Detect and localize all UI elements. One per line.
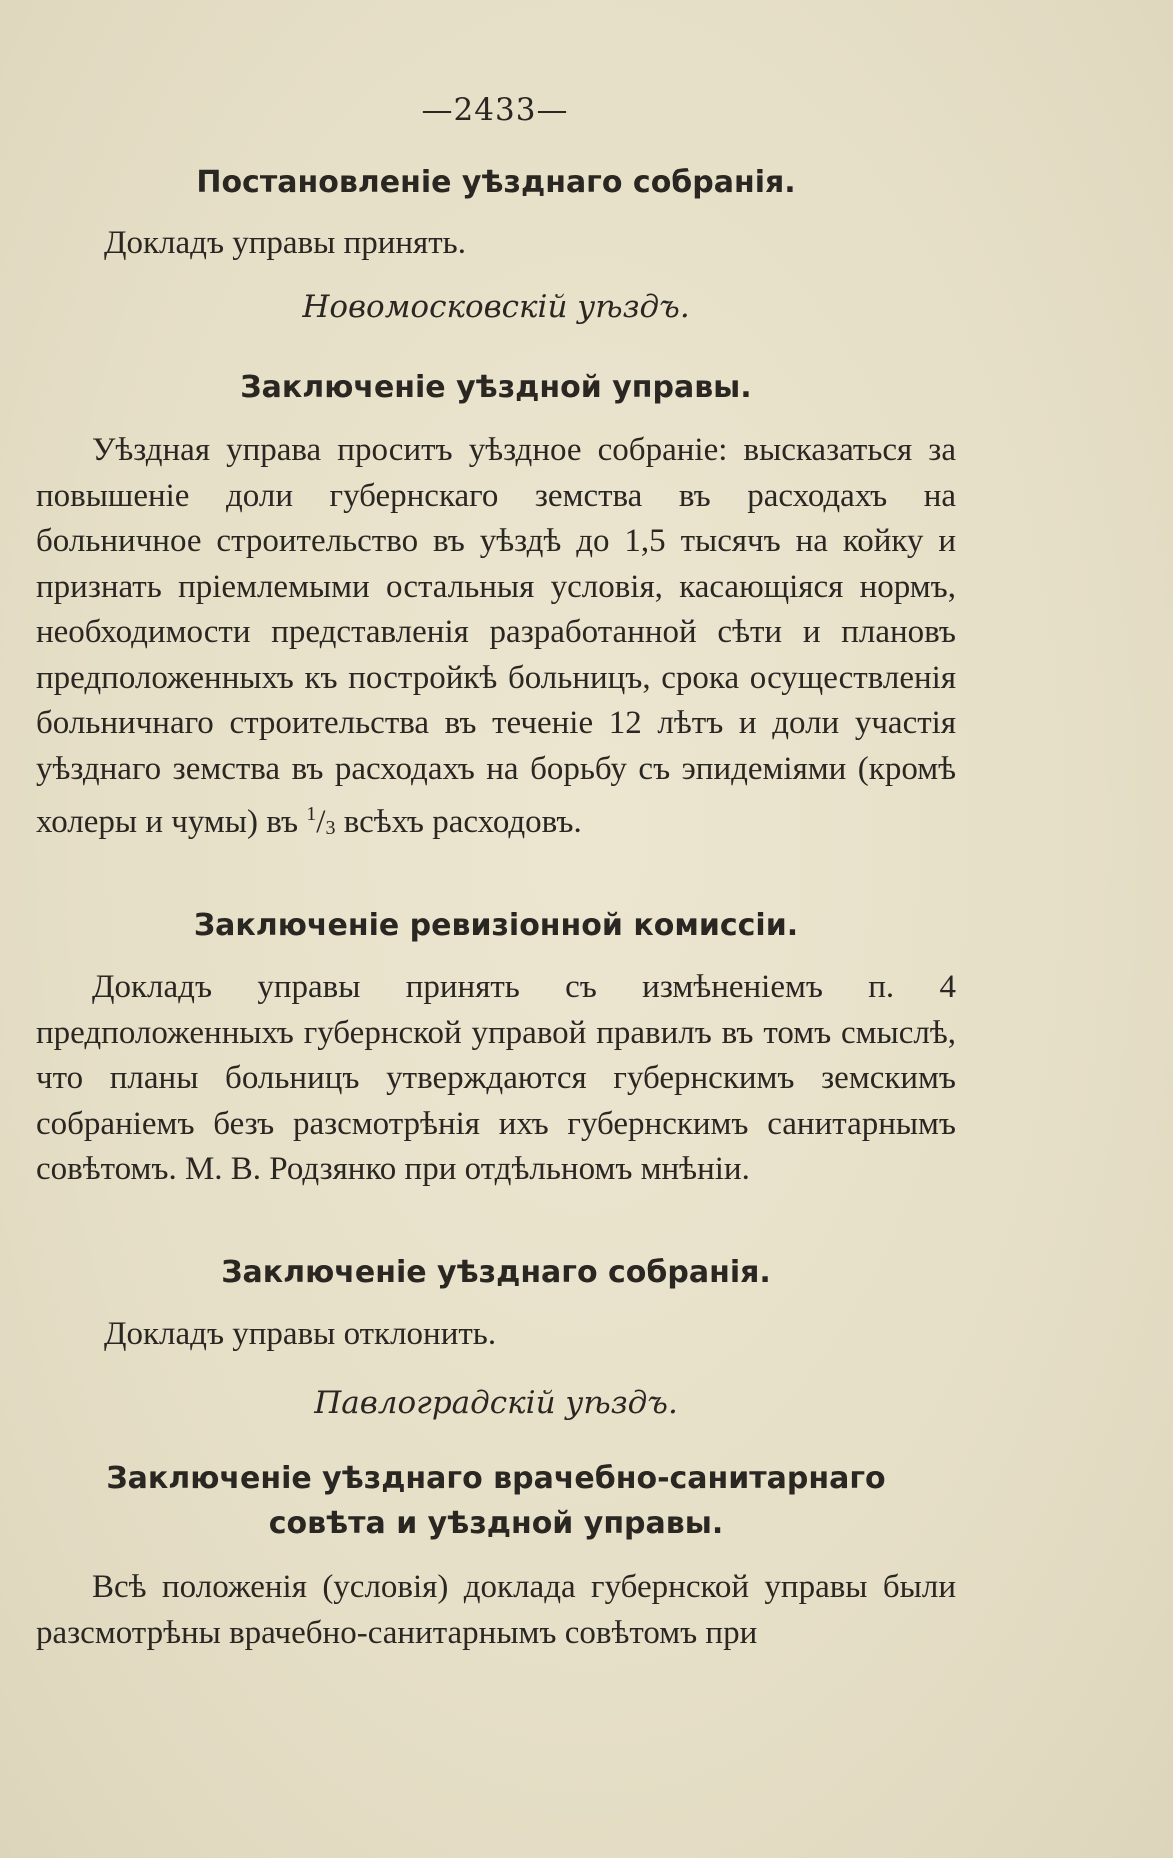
paragraph: Докладъ управы принять съ измѣненіемъ п. 4 предположенныхъ губернской управой правилъ въ томъ смыслѣ, что планы больницъ утверждаются губернскимъ земскимъ собраніемъ безъ разсмотрѣнія ихъ губернскимъ санитарнымъ совѣтомъ. М. В. Родзянко при отдѣльномъ мнѣніи. [36, 969, 956, 1187]
section-assembly-conclusion [36, 1250, 956, 1295]
section-audit-commission [36, 903, 956, 948]
section-resolution-1 [36, 160, 956, 205]
section-audit-commission-body [36, 965, 956, 1193]
section-heading: Заключеніе уѣзднаго врачебно-санитарнаго совѣта и уѣздной управы. [106, 1461, 886, 1541]
section-medical-council [36, 1456, 956, 1546]
district-title: Павлоградскій уѣздъ. [314, 1385, 678, 1421]
paragraph-text-end: всѣхъ расходовъ. [343, 804, 582, 840]
district-heading-2 [36, 1385, 956, 1421]
section-assembly-conclusion-body [36, 1312, 956, 1357]
page-number: —2433— [421, 92, 569, 128]
section-heading: Заключеніе уѣздной управы. [240, 370, 752, 405]
paragraph-text: Уѣздная управа проситъ уѣздное собраніе: высказаться за повышеніе доли губернскаго земства въ расходахъ на больничное строительство въ уѣздѣ до 1,5 тысячъ на койку и признать пріемлемыми остальныя условія, касающіяся нормъ, необходимости представленія разработанной сѣти и плановъ предположенныхъ къ постройкѣ больницъ, срока осуществленія больничнаго строительства въ теченіе 12 лѣтъ и доли участія уѣзднаго земства въ расходахъ на борьбу съ эпидеміями (кромѣ холеры и чумы) въ [36, 432, 956, 840]
section-council-conclusion [36, 365, 956, 410]
paragraph: Уѣздная управа проситъ уѣздное собраніе: высказаться за повышеніе доли губернскаго земства въ расходахъ на больничное строительство въ уѣздѣ до 1,5 тысячъ на койку и признать пріемлемыми остальныя условія, касающіяся нормъ, необходимости представленія разработанной сѣти и плановъ предположенныхъ къ постройкѣ больницъ, срока осуществленія больничнаго строительства въ теченіе 12 лѣтъ и доли участія уѣзднаго земства въ расходахъ на борьбу съ эпидеміями (кромѣ холеры и чумы) въ $^1$/3 всѣхъ расходовъ. [36, 432, 956, 840]
district-heading-1 [36, 289, 956, 325]
section-heading: Постановленіе уѣзднаго собранія. [196, 165, 796, 200]
district-title: Новомосковскій уѣздъ. [302, 289, 690, 325]
section-resolution-1-body [36, 221, 956, 266]
fraction-denominator: 3 [325, 817, 336, 839]
paragraph: Всѣ положенія (условія) доклада губернской управы были разсмотрѣны врачебно-санитарнымъ совѣтомъ при [36, 1569, 956, 1651]
section-medical-council-body [36, 1565, 956, 1656]
section-heading: Заключеніе ревизіонной комиссіи. [193, 908, 799, 943]
paragraph: Докладъ управы принять. [104, 225, 466, 261]
section-heading: Заключеніе уѣзднаго собранія. [221, 1255, 771, 1290]
section-council-conclusion-body [36, 428, 956, 852]
paragraph: Докладъ управы отклонить. [104, 1316, 497, 1352]
fraction-numerator: 1 [306, 803, 317, 825]
